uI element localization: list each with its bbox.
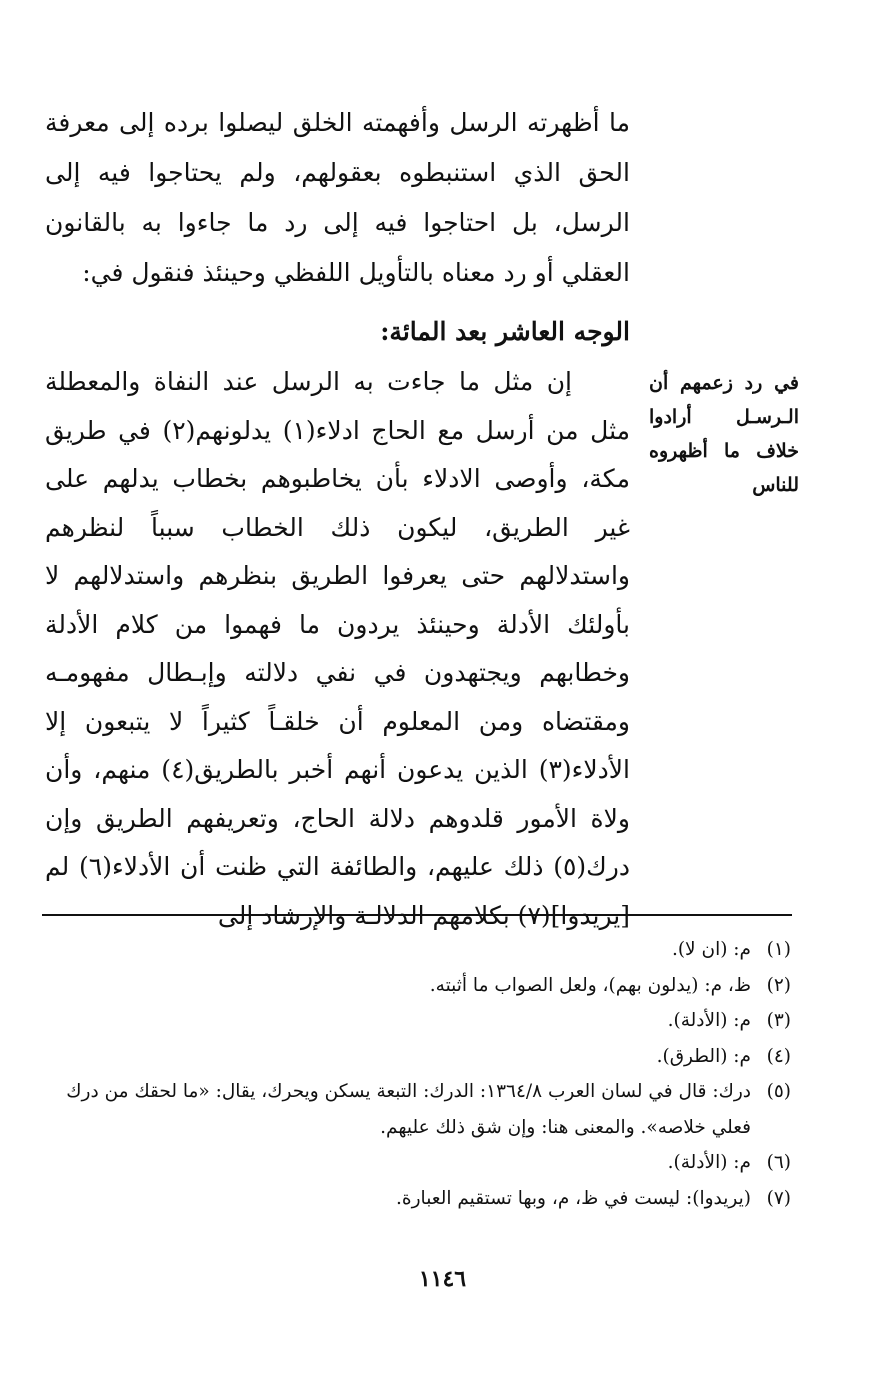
footnotes-list: [39, 932, 791, 1216]
footnote-number: (٣): [766, 1010, 791, 1031]
section-heading: الوجه العاشر بعد المائة:: [380, 317, 630, 346]
footnote-text: درك: قال في لسان العرب ١٣٦٤/٨: الدرك: التبعة يسكن ويحرك، يقال: «ما لحقك من درك فعلي خلاصه». والمعنى هنا: وإن شق ذلك عليهم.: [66, 1081, 751, 1138]
page-number: ١١٤٦: [418, 1266, 467, 1292]
footnote-number: (١): [766, 939, 791, 960]
footnote: [39, 1145, 791, 1181]
footnote: [39, 968, 791, 1004]
footnote-number: (٥): [766, 1081, 791, 1102]
footnote: [39, 1003, 791, 1039]
footnote-number: (٤): [766, 1045, 791, 1067]
footnote-text: م: (ان لا).: [671, 939, 751, 960]
main-text-2: [45, 358, 630, 940]
footnote-text: (يريدوا): ليست في ظ، م، وبها تستقيم العبارة.: [396, 1187, 751, 1209]
footnote: [39, 932, 791, 968]
footnote: [39, 1039, 791, 1075]
footnote-text: م: (الأدلة).: [667, 1152, 751, 1173]
footnote-text: م: (الطرق).: [656, 1045, 751, 1067]
footnote-number: (٦): [766, 1152, 791, 1173]
footnote-number: (٧): [766, 1187, 791, 1209]
footnote: [39, 1074, 791, 1145]
paragraph-2: إن مثل ما جاءت به الرسل عند النفاة والمعطلة مثل من أرسل مع الحاج ادلاء(١) يدلونهم(٢) في طريق مكة، وأوصى الادلاء بأن يخاطبوهم بخطاب يدلهم على غير الطريق، ليكون ذلك الخطاب سبباً لنظرهم واستدلالهم حتى يعرفوا الطريق بنظرهم واستدلالهم لا بأولئك الأدلة وحينئذ يردون ما فهموا من كلام الأدلة وخطابهم ويجتهدون في نفي دلالته وإبـطال مفهومـه ومقتضاه ومن المعلوم أن خلقـاً كثيراً لا يتبعون إلا الأدلاء(٣) الذين يدعون أنهم أخبر بالطريق(٤) منهم، وأن ولاة الأمور قلدوهم دلالة الحاج، وتعريفهم الطريق وإن درك(٥) ذلك عليهم، والطائفة التي ظنت أن الأدلاء(٦) لم [يريدوا](٧) بكلامهم الدلالـة والإرشاد إلى: [45, 367, 631, 930]
footnote-text: ظ، م: (يدلون بهم)، ولعل الصواب ما أثبته.: [429, 974, 751, 996]
footnote-number: (٢): [766, 974, 791, 996]
footnote-text: م: (الأدلة).: [667, 1010, 751, 1031]
footnote: [39, 1181, 791, 1217]
margin-note: في رد زعمهم أن الـرسـل أرادوا خلاف ما أظهروه للناس: [649, 372, 799, 496]
paragraph-1: ما أظهرته الرسل وأفهمته الخلق ليصلوا برده إلى معرفة الحق الذي استنبطوه بعقولهم، ولم يحتاجوا فيه إلى الرسل، بل احتاجوا فيه إلى رد ما جاءوا به بالقانون العقلي أو رد معناه بالتأويل اللفظي وحينئذ فنقول في:: [45, 108, 630, 287]
main-text: [45, 98, 630, 298]
footnote-separator: [42, 914, 792, 916]
